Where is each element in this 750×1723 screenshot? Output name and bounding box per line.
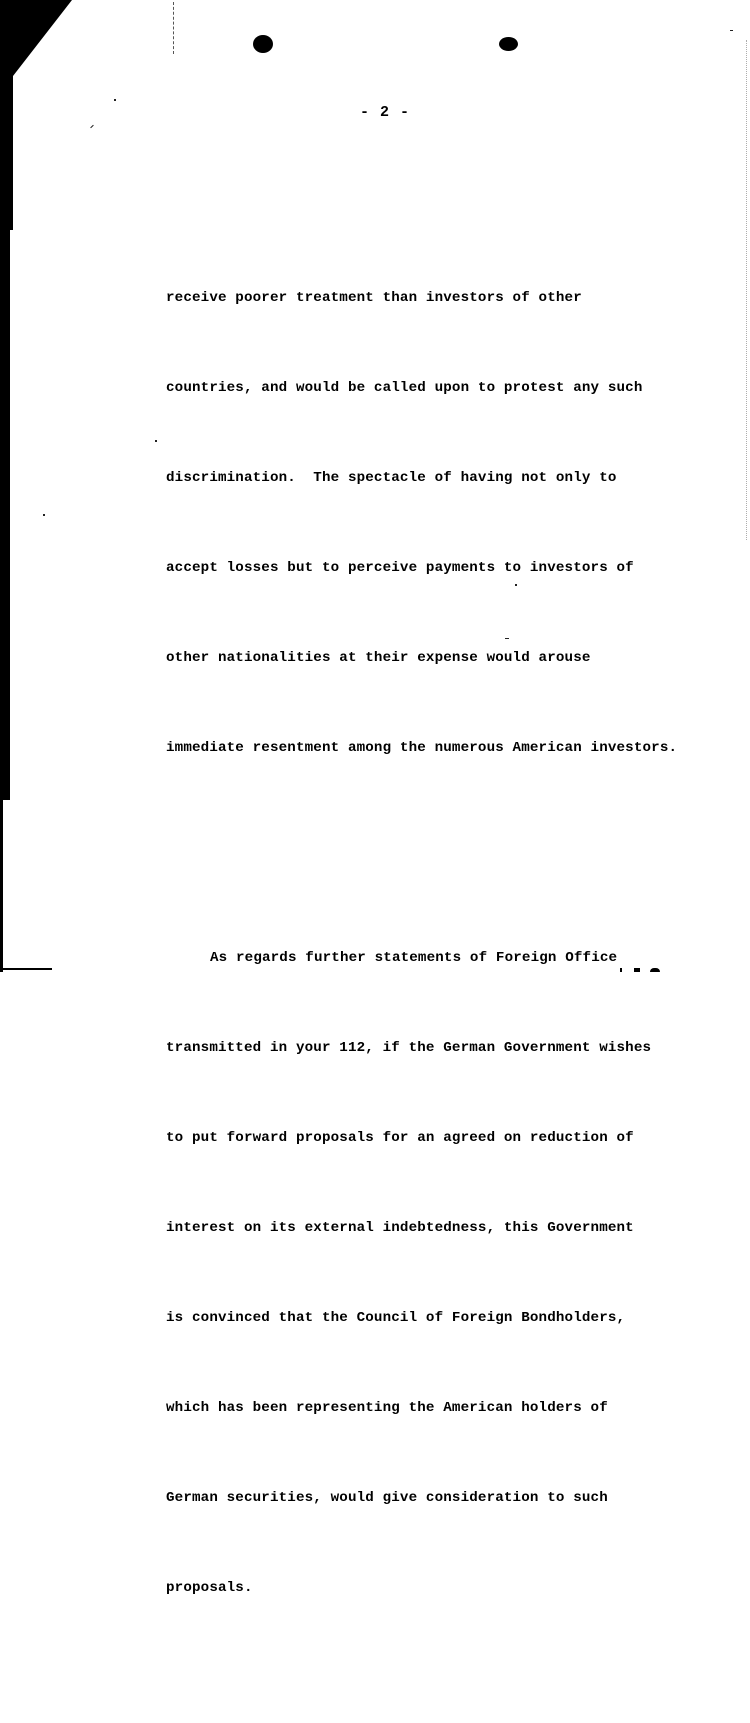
paragraph	[166, 883, 726, 1663]
scan-right-edge-marks	[746, 40, 749, 540]
scan-speck	[730, 30, 733, 31]
scan-bottom-edge	[0, 968, 52, 970]
text-line: countries, and would be called upon to protest any such	[166, 380, 643, 396]
scan-speck	[155, 440, 157, 442]
text-line: proposals.	[166, 1580, 253, 1596]
scan-speck	[43, 514, 45, 516]
scan-speck	[114, 99, 116, 101]
text-line: accept losses but to perceive payments to investors of	[166, 560, 634, 576]
document-body	[166, 163, 726, 1723]
text-line: is convinced that the Council of Foreign Bondholders,	[166, 1310, 626, 1326]
page-number: - 2 -	[359, 104, 410, 121]
scan-border-edge	[0, 0, 75, 972]
text-line: to put forward proposals for an agreed on reduction of	[166, 1130, 634, 1146]
text-line: transmitted in your 112, if the German Government wishes	[166, 1040, 652, 1056]
text-line: other nationalities at their expense would arouse	[166, 650, 591, 666]
text-line: discrimination. The spectacle of having not only to	[166, 470, 617, 486]
scan-speck	[90, 125, 94, 129]
text-line: German securities, would give consideration to such	[166, 1490, 608, 1506]
text-line: As regards further statements of Foreign Office	[210, 950, 618, 966]
punch-hole-icon	[253, 35, 273, 53]
text-line: interest on its external indebtedness, this Government	[166, 1220, 634, 1236]
text-line: receive poorer treatment than investors of other	[166, 290, 582, 306]
text-line: immediate resentment among the numerous American investors.	[166, 740, 678, 756]
paragraph	[166, 223, 726, 823]
punch-hole-icon	[499, 37, 518, 51]
text-line: which has been representing the American holders of	[166, 1400, 608, 1416]
scan-artifact-line	[173, 2, 175, 54]
